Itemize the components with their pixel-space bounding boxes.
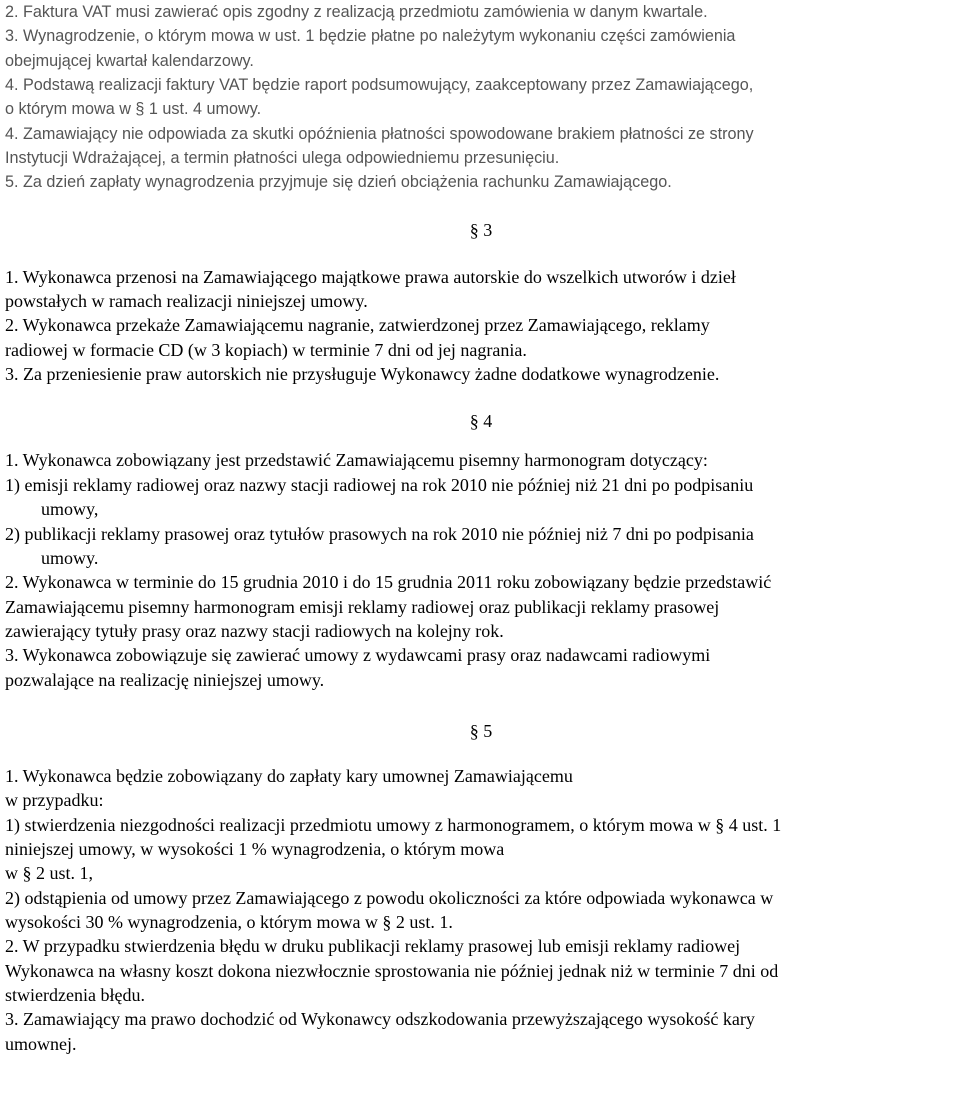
paragraph-line: 3. Za przeniesienie praw autorskich nie przysługuje Wykonawcy żadne dodatkowe wynagrodzenie. [5,364,720,385]
paragraph-line: 1. Wykonawca będzie zobowiązany do zapłaty kary umownej Zamawiającemu [5,765,573,786]
paragraph-line: 1. Wykonawca przenosi na Zamawiającego majątkowe prawa autorskie do wszelkich utworów i dzieł [5,266,736,287]
paragraph-line: niniejszej umowy, w wysokości 1 % wynagrodzenia, o którym mowa [5,838,505,859]
paragraph-line: Wykonawca na własny koszt dokona niezwłocznie sprostowania nie później jednak niż w terminie 7 dni od [5,960,779,981]
paragraph-line: w § 2 ust. 1, [5,863,94,884]
paragraph-line: w przypadku: [5,790,104,811]
paragraph-line: 2. Wykonawca w terminie do 15 grudnia 2010 i do 15 grudnia 2011 roku zobowiązany będzie przedstawić [5,572,772,593]
paragraph-line: pozwalające na realizację niniejszej umowy. [5,669,325,690]
paragraph-line: 1) stwierdzenia niezgodności realizacji przedmiotu umowy z harmonogramem, o którym mowa w § 4 ust. 1 [5,814,782,835]
paragraph-line: 2) odstąpienia od umowy przez Zamawiającego z powodu okoliczności za które odpowiada wykonawca w [5,887,774,908]
paragraph-line: umowy, [41,499,99,520]
section-5-body [5,764,957,1056]
paragraph-line: 2. Wykonawca przekaże Zamawiającemu nagranie, zatwierdzonej przez Zamawiającego, reklamy [5,315,710,336]
paragraph-line: 2. Faktura VAT musi zawierać opis zgodny z realizacją przedmiotu zamówienia w danym kwartale. [5,3,708,21]
paragraph-line: 2) publikacji reklamy prasowej oraz tytułów prasowych na rok 2010 nie później niż 7 dni po podpisania [5,523,754,544]
paragraph-line: stwierdzenia błędu. [5,985,145,1005]
top-paragraphs [5,0,957,195]
paragraph-line: 1. Wykonawca zobowiązany jest przedstawić Zamawiającemu pisemny harmonogram dotyczący: [5,450,708,471]
paragraph-line: umowy. [41,547,99,568]
paragraph-line: 3. Wynagrodzenie, o którym mowa w ust. 1 będzie płatne po należytym wykonaniu części zamówienia [5,27,736,46]
paragraph-line: 3. Wykonawca zobowiązuje się zawierać umowy z wydawcami prasy oraz nadawcami radiowymi [5,645,711,666]
paragraph-line: 4. Zamawiający nie odpowiada za skutki opóźnienia płatności spowodowane brakiem płatności ze strony [5,124,754,143]
paragraph-line: umownej. [5,1033,77,1054]
paragraph-line: powstałych w ramach realizacji niniejszej umowy. [5,291,368,312]
section-heading-4: § 4 [469,411,493,432]
paragraph-line: 1) emisji reklamy radiowej oraz nazwy stacji radiowej na rok 2010 nie później niż 21 dni po podpisaniu [5,474,754,495]
section-3-body [5,265,957,387]
paragraph-line: Zamawiającemu pisemny harmonogram emisji reklamy radiowej oraz publikacji reklamy prasowej [5,596,720,617]
paragraph-line: Instytucji Wdrażającej, a termin płatności ulega odpowiedniemu przesunięciu. [5,149,560,168]
paragraph-line: radiowej w formacie CD (w 3 kopiach) w terminie 7 dni od jej nagrania. [5,339,527,360]
section-heading-3: § 3 [469,219,493,240]
section-4-body [5,448,957,691]
paragraph-line: o którym mowa w § 1 ust. 4 umowy. [5,100,262,119]
paragraph-line: wysokości 30 % wynagrodzenia, o którym mowa w § 2 ust. 1. [5,911,453,932]
paragraph-line: obejmującej kwartał kalendarzowy. [5,51,254,70]
paragraph-line: 3. Zamawiający ma prawo dochodzić od Wykonawcy odszkodowania przewyższającego wysokość kary [5,1009,755,1030]
paragraph-line: 2. W przypadku stwierdzenia błędu w druku publikacji reklamy prasowej lub emisji reklamy radiowej [5,936,741,957]
section-heading-5: § 5 [469,720,493,741]
paragraph-line: 4. Podstawą realizacji faktury VAT będzie raport podsumowujący, zaakceptowany przez Zamawiającego, [5,76,754,95]
paragraph-line: 5. Za dzień zapłaty wynagrodzenia przyjmuje się dzień obciążenia rachunku Zamawiającego. [5,173,672,192]
paragraph-line: zawierający tytuły prasy oraz nazwy stacji radiowych na kolejny rok. [5,620,504,641]
